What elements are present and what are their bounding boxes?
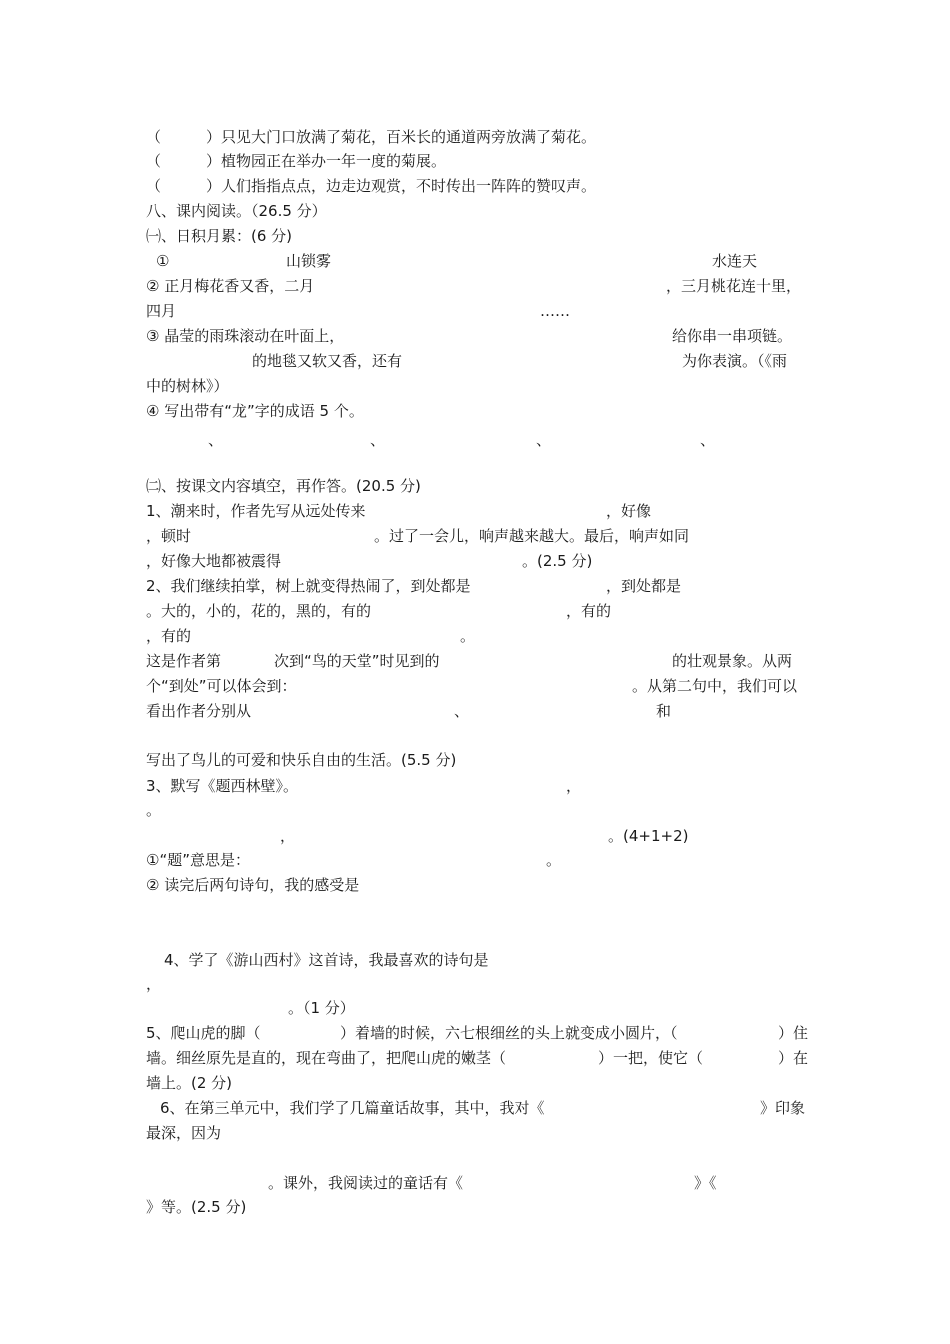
q1-text-e: ，好像大地都被震得 [146, 552, 282, 570]
q5-text-b: ）着墙的时候，六七根细丝的头上就变成小圆片，（ [340, 1024, 678, 1042]
q1-text-f: 。(2.5 分) [522, 552, 593, 570]
q2-text-g: 这是作者第 [146, 652, 222, 670]
q3-text-c: 。 [146, 801, 162, 819]
idiom-separator-4: 、 [700, 431, 716, 449]
q2-text-n: 和 [656, 702, 672, 720]
q3-text-d: ， [280, 827, 296, 845]
section-8-heading: 八、课内阅读。（26.5 分） [146, 202, 327, 220]
q6-text-c: 最深，因为 [146, 1124, 222, 1142]
q3-text-b: ， [566, 777, 582, 795]
q5-text-c: ）住 [778, 1024, 809, 1042]
q3-text-e: 。(4+1+2) [608, 827, 689, 845]
item-3-text-e: 中的树林》） [146, 377, 229, 395]
q2-text-f: 。 [460, 627, 476, 645]
sentence-order-1: （ ）只见大门口放满了菊花，百米长的通道两旁放满了菊花。 [146, 128, 597, 146]
q5-text-g: 墙上。(2 分) [146, 1074, 233, 1092]
q3-text-a: 3、默写《题西林壁》。 [146, 777, 299, 795]
item-2-text-a: ② 正月梅花香又香，二月 [146, 277, 315, 295]
part-2-heading: ㈡、按课文内容填空，再作答。(20.5 分) [146, 477, 421, 495]
q4-text-b: ， [146, 975, 162, 993]
q1-text-b: ，好像 [606, 502, 652, 520]
q4-text-c: 。（1 分） [288, 999, 355, 1017]
q6-text-d: 。课外，我阅读过的童话有《 [268, 1174, 464, 1192]
item-4-text: ④ 写出带有“龙”字的成语 5 个。 [146, 402, 364, 420]
q2-text-j: 个“到处”可以体会到： [146, 677, 297, 695]
q2-text-a: 2、我们继续拍掌，树上就变得热闹了，到处都是 [146, 577, 471, 595]
q2-text-d: ，有的 [566, 602, 612, 620]
q2-text-m: 、 [454, 702, 470, 720]
q2-text-h: 次到“鸟的天堂”时见到的 [274, 652, 440, 670]
idiom-separator-3: 、 [536, 431, 552, 449]
q6-text-e: 》《 [694, 1174, 717, 1192]
q2-text-i: 的壮观景象。从两 [672, 652, 793, 670]
q6-text-f: 》等。(2.5 分) [146, 1198, 247, 1216]
item-3-text-b: 给你串一串项链。 [672, 327, 793, 345]
item-2-ellipsis: …… [540, 302, 570, 320]
q6-text-b: 》印象 [760, 1099, 806, 1117]
q2-text-b: ，到处都是 [606, 577, 682, 595]
q1-text-d: 。过了一会儿，响声越来越大。最后，响声如同 [374, 527, 690, 545]
q2-text-k: 。从第二句中，我们可以 [632, 677, 798, 695]
idiom-separator-1: 、 [208, 431, 224, 449]
q5-text-f: ）在 [778, 1049, 809, 1067]
q5-text-d: 墙。细丝原先是直的，现在弯曲了，把爬山虎的嫩茎（ [146, 1049, 507, 1067]
idiom-separator-2: 、 [370, 431, 386, 449]
item-1-number: ① [156, 252, 170, 270]
q5-text-a: 5、爬山虎的脚（ [146, 1024, 261, 1042]
item-1-text-a: 山锁雾 [286, 252, 332, 270]
q1-text-c: ，顿时 [146, 527, 192, 545]
q3-text-f: ①“题”意思是： [146, 851, 250, 869]
item-2-text-c: 四月 [146, 302, 177, 320]
q2-text-l: 看出作者分别从 [146, 702, 252, 720]
q2-text-c: 。大的，小的，花的，黑的，有的 [146, 602, 372, 620]
q1-text-a: 1、潮来时，作者先写从远处传来 [146, 502, 366, 520]
item-3-text-c: 的地毯又软又香，还有 [252, 352, 403, 370]
q3-text-h: ② 读完后两句诗句，我的感受是 [146, 876, 360, 894]
item-3-text-a: ③ 晶莹的雨珠滚动在叶面上， [146, 327, 345, 345]
q5-text-e: ）一把，使它（ [598, 1049, 704, 1067]
q2-text-o: 写出了鸟儿的可爱和快乐自由的生活。(5.5 分) [146, 751, 457, 769]
sentence-order-3: （ ）人们指指点点，边走边观赏，不时传出一阵阵的赞叹声。 [146, 177, 597, 195]
sentence-order-2: （ ）植物园正在举办一年一度的菊展。 [146, 152, 447, 170]
part-1-heading: ㈠、日积月累：(6 分) [146, 227, 293, 245]
q2-text-e: ，有的 [146, 627, 192, 645]
q6-text-a: 6、在第三单元中，我们学了几篇童话故事，其中，我对《 [160, 1099, 545, 1117]
q4-text-a: 4、学了《游山西村》这首诗，我最喜欢的诗句是 [164, 951, 489, 969]
item-1-text-b: 水连天 [712, 252, 758, 270]
q3-text-g: 。 [546, 851, 562, 869]
item-3-text-d: 为你表演。（《雨 [682, 352, 788, 370]
item-2-text-b: ，三月桃花连十里， [666, 277, 802, 295]
